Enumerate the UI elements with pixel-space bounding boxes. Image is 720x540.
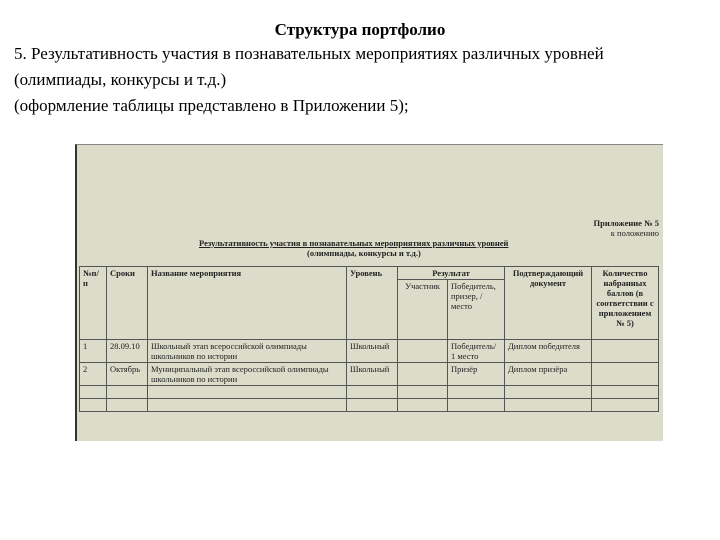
header-result: Результат [398, 267, 505, 280]
appendix-sub: к положению [610, 228, 659, 238]
cell-document: Диплом победителя [505, 340, 592, 363]
page-heading: Структура портфолио [274, 20, 446, 39]
results-table [79, 266, 659, 412]
header-participant: Участник [398, 280, 448, 340]
cell-document: Диплом призёра [505, 363, 592, 386]
cell-points [592, 363, 659, 386]
empty-row [80, 399, 659, 412]
header-num: №п/п [80, 267, 107, 340]
cell-participant [398, 363, 448, 386]
cell-level: Школьный [347, 340, 398, 363]
cell-name: Муниципальный этап всероссийской олимпиады школьников по истории [148, 363, 347, 386]
text-line-3: (оформление таблицы представлено в Приложении 5); [14, 96, 409, 115]
cell-name: Школьный этап всероссийской олимпиады школьников по истории [148, 340, 347, 363]
header-name: Название мероприятия [148, 267, 347, 340]
cell-winner: Призёр [448, 363, 505, 386]
empty-row [80, 386, 659, 399]
text-line-1: 5. Результативность участия в познавательных мероприятиях различных уровней [14, 44, 604, 63]
cell-participant [398, 340, 448, 363]
header-level: Уровень [347, 267, 398, 340]
header-points: Количество набранных баллов (в соответствии с приложением № 5) [592, 267, 659, 340]
table-subtitle: (олимпиады, конкурсы и т.д.) [307, 248, 421, 258]
cell-num: 2 [80, 363, 107, 386]
appendix-label: Приложение № 5 [593, 218, 659, 228]
table-image [75, 144, 663, 441]
text-line-2: (олимпиады, конкурсы и т.д.) [14, 70, 227, 89]
cell-date: Октябрь [107, 363, 148, 386]
cell-date: 28.09.10 [107, 340, 148, 363]
cell-num: 1 [80, 340, 107, 363]
header-winner: Победитель, призер, /место [448, 280, 505, 340]
header-document: Подтверждающий документ [505, 267, 592, 340]
header-date: Сроки [107, 267, 148, 340]
table-title: Результативность участия в познавательных мероприятиях различных уровней [199, 238, 509, 248]
table-row [80, 363, 659, 386]
table-row [80, 340, 659, 363]
cell-winner: Победитель/ 1 место [448, 340, 505, 363]
cell-level: Школьный [347, 363, 398, 386]
cell-points [592, 340, 659, 363]
